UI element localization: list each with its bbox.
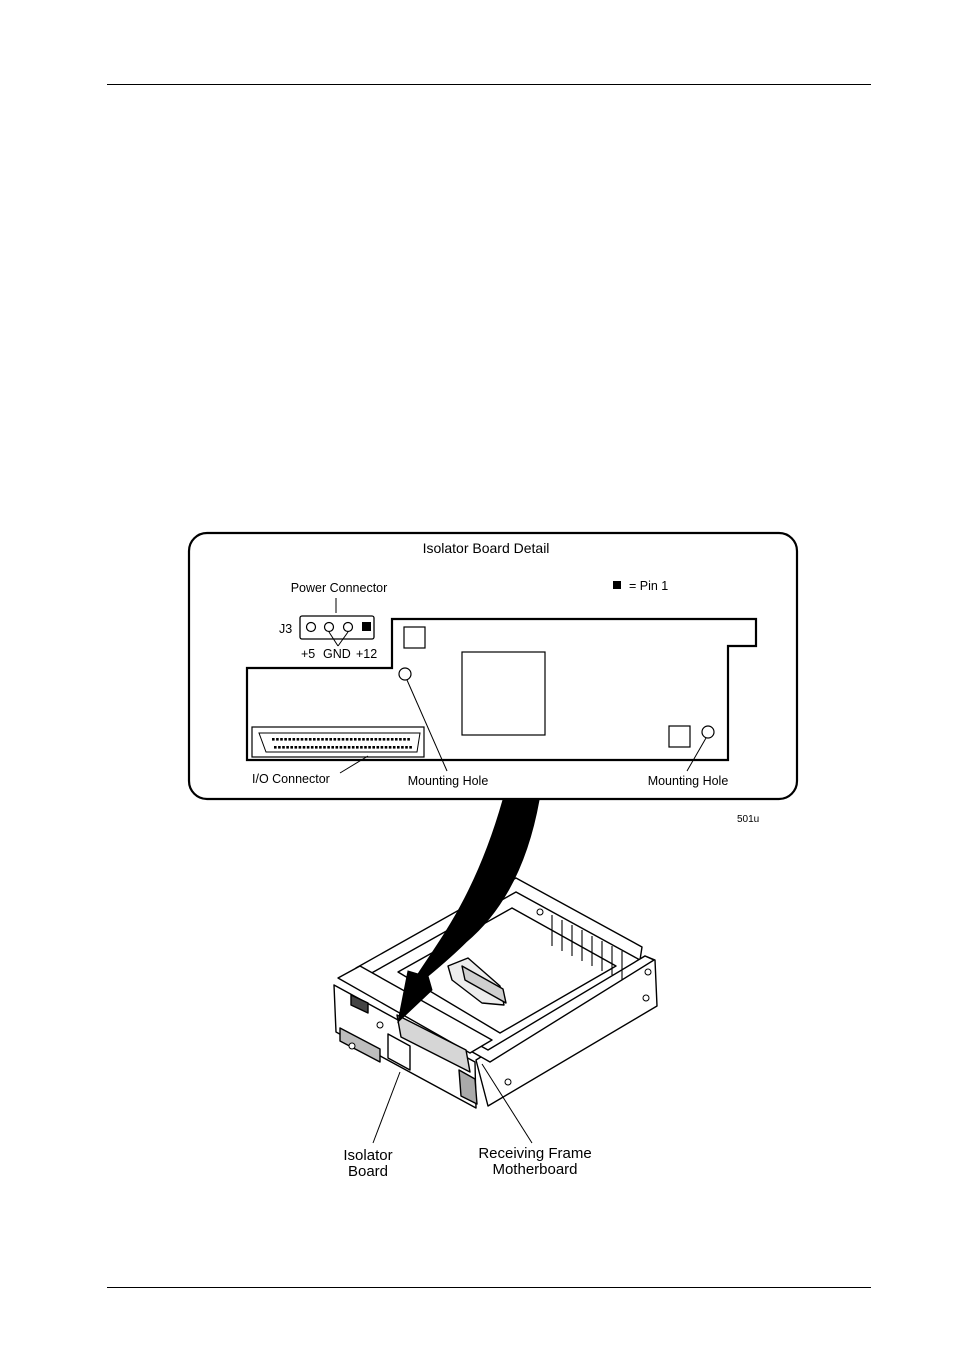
io-pin (319, 746, 322, 749)
receiving-frame-label-line1: Receiving Frame (478, 1145, 592, 1162)
io-connector-inner (259, 733, 420, 752)
io-pin (407, 738, 410, 741)
pin-plus12-label: +12 (356, 647, 378, 661)
receiving-frame-label-line2: Motherboard (492, 1161, 578, 1178)
io-pin (393, 746, 396, 749)
pin1-legend-square (613, 581, 621, 589)
io-pin (280, 738, 283, 741)
pin-plus5-label: +5 (301, 647, 316, 661)
io-pin (336, 746, 339, 749)
io-pin (323, 746, 326, 749)
io-pin (405, 746, 408, 749)
io-pin (403, 738, 406, 741)
io-pin (284, 738, 287, 741)
io-pin (381, 746, 384, 749)
power-connector-label: Power Connector (290, 581, 388, 595)
isolator-board-label-line2: Board (347, 1163, 389, 1180)
io-pin (344, 746, 347, 749)
receiving-frame-assembly (334, 878, 657, 1108)
io-pin (288, 738, 291, 741)
detail-title: Isolator Board Detail (422, 540, 550, 556)
io-pin (372, 746, 375, 749)
io-pin (391, 738, 394, 741)
small-chip-bottom (669, 726, 690, 747)
isolator-board-label-line1: Isolator (343, 1147, 393, 1164)
io-pin (362, 738, 365, 741)
io-pin (307, 746, 310, 749)
pin1-legend-text: = Pin 1 (629, 579, 669, 593)
io-pin (329, 738, 332, 741)
io-pin (364, 746, 367, 749)
io-pin (399, 738, 402, 741)
io-pin (286, 746, 289, 749)
io-pin (311, 746, 314, 749)
io-pin (282, 746, 285, 749)
io-pin (338, 738, 341, 741)
mounting-hole-left (399, 668, 411, 680)
io-pin (401, 746, 404, 749)
io-pin (309, 738, 312, 741)
j3-pin-gnd-a (325, 623, 334, 632)
large-chip (462, 652, 545, 735)
figure-id: 501u (737, 814, 760, 825)
io-pin (290, 746, 293, 749)
io-pin (315, 746, 318, 749)
mounting-hole-right (702, 726, 714, 738)
io-pin (313, 738, 316, 741)
io-pin (370, 738, 373, 741)
io-pin (317, 738, 320, 741)
io-pin (389, 746, 392, 749)
io-pin (297, 738, 300, 741)
io-pin (383, 738, 386, 741)
io-pin (350, 738, 353, 741)
io-pin (301, 738, 304, 741)
isolator-board-leader (373, 1072, 400, 1143)
j3-pin-gnd-b (344, 623, 353, 632)
io-pin (360, 746, 363, 749)
io-pin (366, 738, 369, 741)
j3-pin1-square (362, 622, 371, 631)
io-pin (377, 746, 380, 749)
io-pin (354, 738, 357, 741)
io-pin (397, 746, 400, 749)
io-pin (379, 738, 382, 741)
io-pin (346, 738, 349, 741)
io-pin (276, 738, 279, 741)
io-pin (340, 746, 343, 749)
io-pin (331, 746, 334, 749)
j3-label: J3 (279, 622, 293, 636)
io-pin (348, 746, 351, 749)
io-pin (334, 738, 337, 741)
small-chip-top (404, 627, 425, 648)
io-connector-label: I/O Connector (252, 772, 330, 786)
io-pin (325, 738, 328, 741)
io-pin (358, 738, 361, 741)
mounting-hole-right-label: Mounting Hole (647, 774, 729, 788)
io-pin (356, 746, 359, 749)
io-pin (278, 746, 281, 749)
io-pin (368, 746, 371, 749)
io-pin (327, 746, 330, 749)
io-pin (375, 738, 378, 741)
io-pin (293, 738, 296, 741)
io-pin (409, 746, 412, 749)
io-pin (303, 746, 306, 749)
io-pin (295, 746, 298, 749)
io-pin (395, 738, 398, 741)
io-pin (385, 746, 388, 749)
io-pin (387, 738, 390, 741)
io-pin (274, 746, 277, 749)
io-pin (305, 738, 308, 741)
io-pin (272, 738, 275, 741)
io-pin (342, 738, 345, 741)
pin-gnd-label: GND (323, 647, 351, 661)
io-pin (352, 746, 355, 749)
io-pin (321, 738, 324, 741)
mounting-hole-left-label: Mounting Hole (407, 774, 489, 788)
j3-pin-plus5 (307, 623, 316, 632)
io-pin (299, 746, 302, 749)
